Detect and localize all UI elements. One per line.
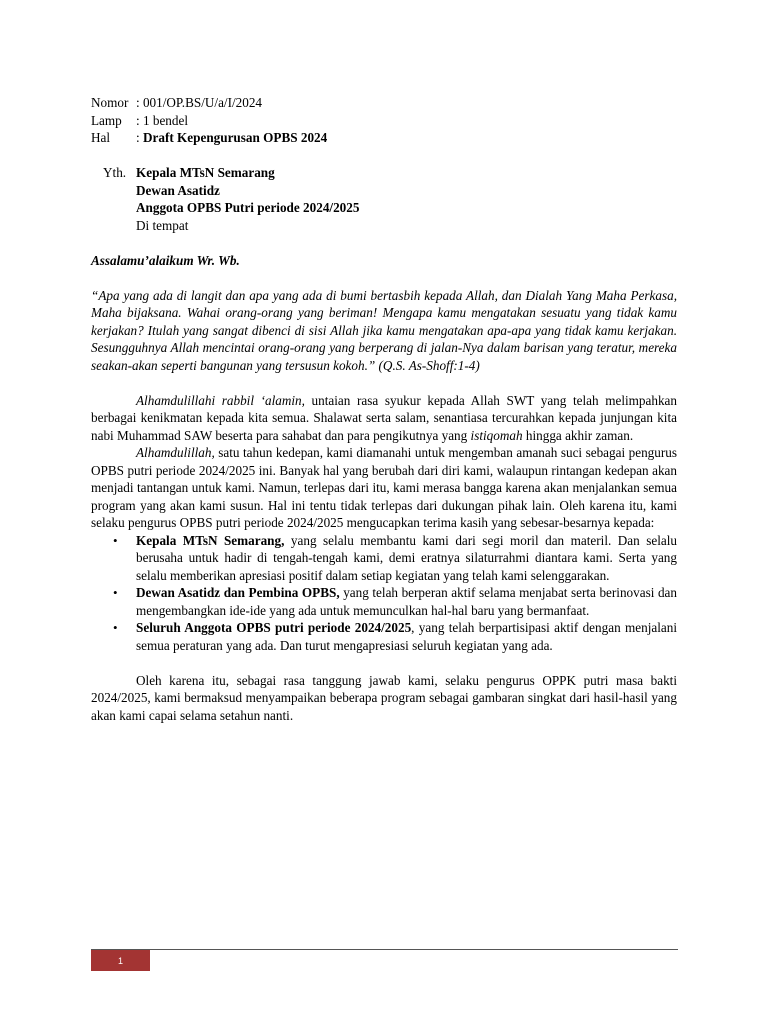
recipient-line-3: Anggota OPBS Putri periode 2024/2025 — [136, 200, 360, 215]
list-item — [91, 619, 677, 654]
letter-body — [91, 94, 677, 724]
lamp-value: : 1 bendel — [136, 112, 189, 128]
hal-label: Hal — [91, 130, 111, 145]
para1-middle: untaian rasa syukur kepada Allah SWT yang telah melimpahkan berbagai kenikmatan kepada kita semua. Shalawat serta salam, senantiasa tercurahkan kepada junjungan kita nabi Muhammad SAW beserta para sahabat dan para pengikutnya yang — [91, 392, 678, 443]
list-item — [91, 532, 677, 585]
lamp-label: Lamp — [91, 112, 122, 128]
list-item-bold: Kepala MTsN Semarang, — [136, 532, 285, 548]
para1-end: hingga akhir zaman. — [522, 427, 634, 443]
hal-value-wrap — [136, 129, 677, 147]
list-item — [91, 584, 677, 619]
nomor-value: : 001/OP.BS/U/a/I/2024 — [136, 95, 263, 110]
greeting: Assalamu’alaikum Wr. Wb. — [91, 252, 240, 268]
bullet-icon: • — [113, 620, 118, 635]
lamp-row — [91, 112, 677, 130]
recipient-line-4: Di tempat — [136, 217, 189, 233]
list-item-text: yang selalu membantu kami dari segi moril dan materil. Dan selalu berusaha untuk hadir di tengah-tengah kami, demi eratnya silaturrahmi diantara kami. Serta yang selalu memberikan apresiasi positif dalam setiap kegiatan yang telah kami selenggarakan. — [136, 532, 678, 583]
letter-header — [91, 94, 677, 147]
nomor-row — [91, 94, 677, 112]
recipient-line-1: Kepala MTsN Semarang — [136, 165, 275, 180]
quote-paragraph — [91, 287, 677, 375]
footer-divider — [91, 949, 678, 950]
bullet-icon: • — [113, 585, 118, 600]
paragraph-2 — [91, 444, 677, 532]
para2-rest: satu tahun kedepan, kami diamanahi untuk mengemban amanah suci sebagai pengurus OPBS putri periode 2024/2025 ini. Banyak hal yang berubah dari diri kami, walaupun rintangan kedepan akan menjadi tantangan untuk kami. Namun, terlepas dari itu, kami merasa bangga karena akan menjalankan semua program yang akan kami susun. Hal ini tentu tidak terlepas dari dukungan pihak lain. Oleh karena itu, kami selaku pengurus OPBS putri periode 2024/2025 mengucapkan terima kasih yang sebesar-besarnya kepada: — [91, 445, 677, 530]
hal-colon: : — [136, 130, 143, 145]
list-item-text: yang telah berperan aktif selama menjabat serta berinovasi dan mengembangkan ide-ide yang ada untuk memunculkan hal-hal baru yang bermanfaat. — [136, 585, 677, 618]
paragraph-1 — [91, 392, 677, 445]
bullet-icon: • — [113, 532, 118, 548]
paragraph-3: Oleh karena itu, sebagai rasa tanggung jawab kami, selaku pengurus OPPK putri masa bakti 2024/2025, kami bermaksud menyampaikan beberapa program sebagai gambaran singkat dari hasil-hasil yang akan kami capai selama setahun nanti. — [91, 672, 677, 723]
para1-term: istiqomah — [470, 427, 523, 443]
recipient-line-2: Dewan Asatidz — [136, 182, 220, 198]
quote-text: “Apa yang ada di langit dan apa yang ada di bumi bertasbih kepada Allah, dan Dialah Yang Maha Perkasa, Maha bijaksana. Wahai orang-orang yang beriman! Mengapa kamu mengatakan sesuatu yang tidak kamu kerjakan? Itulah yang sangat dibenci di sisi Allah jika kamu mengatakan apa-apa yang tidak kamu kerjakan. Sesungguhnya Allah mencintai orang-orang yang berperang di jalan-Nya dalam barisan yang teratur, mereka seakan-akan seperti bangunan yang tersusun kokoh.” — [91, 287, 677, 373]
nomor-label: Nomor — [91, 95, 129, 110]
list-item-text: , yang telah berpartisipasi aktif dengan menjalani semua peraturan yang ada. Dan turut mengapresiasi seluruh kegiatan yang ada. — [136, 620, 677, 653]
hal-value: Draft Kepengurusan OPBS 2024 — [142, 130, 328, 145]
page-number-badge — [91, 950, 150, 971]
list-item-bold: Seluruh Anggota OPBS putri periode 2024/2025 — [136, 620, 412, 635]
thanks-list — [91, 532, 677, 655]
quote-source: (Q.S. As-Shoff:1-4) — [375, 357, 480, 373]
list-item-bold: Dewan Asatidz dan Pembina OPBS, — [136, 585, 340, 600]
para1-lead: Alhamdulillahi rabbil ‘alamin, — [136, 392, 305, 408]
hal-row — [91, 129, 677, 147]
recipient-label: Yth. — [103, 165, 127, 180]
page-number: 1 — [117, 955, 123, 966]
recipient-block — [91, 164, 677, 234]
para2-lead: Alhamdulillah, — [136, 445, 215, 460]
